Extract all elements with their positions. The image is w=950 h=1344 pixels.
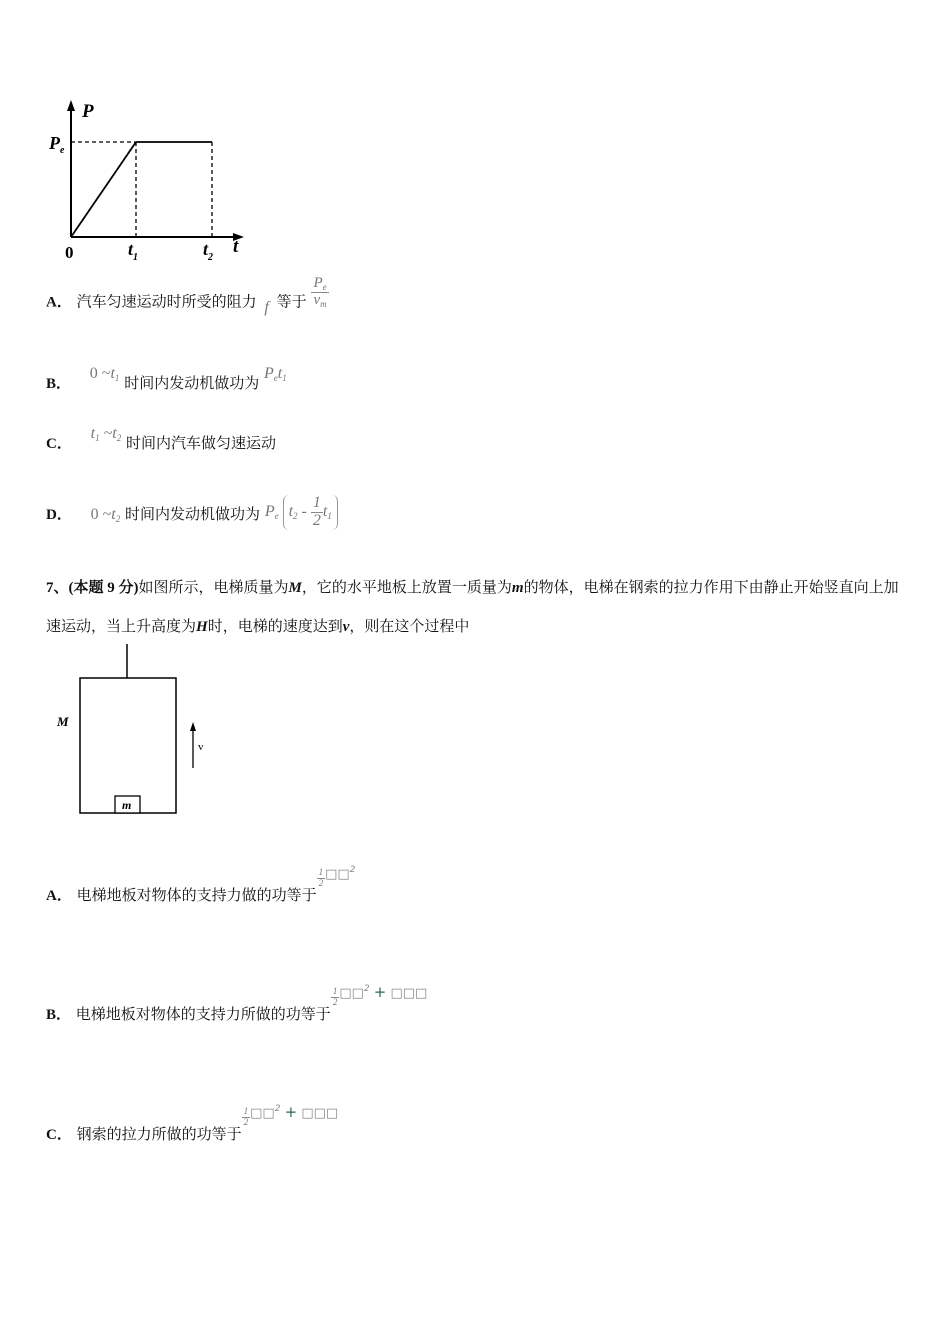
option-text: 汽车匀速运动时所受的阻力 [76,292,257,311]
var-t2: t2 [111,506,121,524]
range-start: 0 ~ [89,365,111,382]
range-start: 0 ~ [90,506,112,523]
option-letter: B． [46,1007,72,1023]
var-H: H [196,619,208,635]
t2-label: $t_2$ [203,239,214,263]
question-score: (本题 9 分) [68,580,139,596]
question-number: 7、 [46,580,69,596]
option-letter: C． [46,436,72,452]
option-text: 时间内汽车做匀速运动 [125,434,276,452]
option-text-2: 等于 [276,292,307,311]
option-letter: A． [46,888,72,904]
q7-option-b[interactable] [46,983,428,1025]
power-time-graph [40,95,260,270]
option-text: 钢索的拉力所做的功等于 [76,1125,242,1143]
q6-option-c[interactable] [46,425,276,453]
elevator-box [80,678,176,813]
work-expression: Pe t2 - $\frac{1}{2}$ t1 [265,495,338,530]
q6-option-d[interactable] [46,495,338,530]
ramp-line [71,142,136,237]
garbled-expression: □□$^2$ + □□□ [250,1103,339,1121]
half-fraction: $\frac{1}{2}$ [332,986,338,1007]
option-letter: D． [46,507,72,523]
object-label: m [122,798,132,812]
q6-option-b[interactable] [46,365,287,393]
option-text: 电梯地板对物体的支持力所做的功等于 [75,1005,331,1023]
half-fraction: $\frac{1}{2}$ [243,1106,249,1127]
t1-label: $t_1$ [128,239,139,263]
question-7: 7、(本题 9 分)如图所示，电梯质量为M，它的水平地板上放置一质量为m的物体，电梯在钢索的拉力作用下由静止开始竖直向上加速运动，当上升高度为H时，电梯的速度达到v，则在这个过程中 [46,578,899,635]
garbled-expression: □□$^2$ + □□□ [339,983,428,1001]
range-t1-t2: t1 ~t2 [90,425,122,443]
option-letter: B． [46,376,72,392]
origin-label: 0 [65,243,74,262]
var-m: m [511,580,524,596]
pe-t1-product: Pet1 [263,365,287,383]
velocity-label: v [198,741,204,753]
var-t1: t1 [110,365,120,383]
var-v: v [342,619,350,635]
velocity-arrowhead [190,722,196,731]
garbled-expression: □□$^2$ [325,865,356,882]
option-letter: A． [46,294,72,311]
axis-y-label: P [82,101,94,122]
q7-option-c[interactable] [46,1103,339,1145]
half-fraction: $\frac{1}{2}$ [318,867,324,888]
elevator-diagram [50,642,220,820]
option-text: 时间内发动机做功为 [124,374,260,392]
option-text: 电梯地板对物体的支持力做的功等于 [76,886,317,904]
q7-option-a[interactable] [46,865,356,906]
option-letter: C． [46,1127,72,1143]
option-text: 时间内发动机做功为 [125,505,261,523]
elevator-label: M [57,714,69,729]
axis-x-label: t [233,236,239,257]
var-M: M [288,580,302,596]
fraction-pe-over-vm: $\frac{P_e}{v_m}$ [313,275,327,309]
q6-option-a[interactable] [46,275,329,319]
var-f: f [264,299,269,317]
pe-label: $P_e$ [49,133,65,156]
y-axis-arrow [67,100,75,111]
